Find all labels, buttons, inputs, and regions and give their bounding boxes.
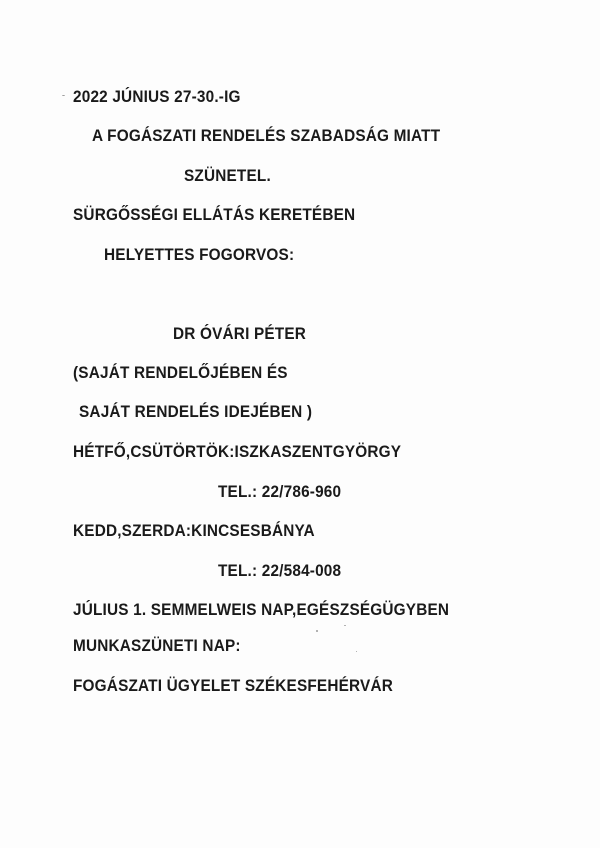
on-call-location: FOGÁSZATI ÜGYELET SZÉKESFEHÉRVÁR — [73, 677, 393, 695]
substitute-dentist-label: HELYETTES FOGORVOS: — [104, 246, 295, 264]
own-hours-note: SAJÁT RENDELÉS IDEJÉBEN ) — [79, 403, 313, 421]
scan-speck — [62, 95, 65, 96]
emergency-care-heading: SÜRGŐSSÉGI ELLÁTÁS KERETÉBEN — [73, 206, 356, 224]
semmelweis-day-note: JÚLIUS 1. SEMMELWEIS NAP,EGÉSZSÉGÜGYBEN — [73, 601, 450, 619]
phone-kincsesbanya: TEL.: 22/584-008 — [218, 562, 342, 580]
closure-status: SZÜNETEL. — [184, 167, 271, 185]
phone-iszkaszentgyorgy: TEL.: 22/786-960 — [218, 483, 342, 501]
substitute-dentist-name: DR ÓVÁRI PÉTER — [173, 325, 307, 343]
scan-speck — [344, 625, 346, 626]
closure-dates: 2022 JÚNIUS 27-30.-IG — [73, 88, 241, 106]
closure-reason: A FOGÁSZATI RENDELÉS SZABADSÁG MIATT — [92, 127, 441, 145]
schedule-mon-thu: HÉTFŐ,CSÜTÖRTÖK:ISZKASZENTGYÖRGY — [73, 443, 402, 461]
schedule-tue-wed: KEDD,SZERDA:KINCSESBÁNYA — [73, 522, 315, 540]
scan-speck — [356, 651, 357, 652]
own-office-note: (SAJÁT RENDELŐJÉBEN ÉS — [73, 364, 288, 382]
holiday-label: MUNKASZÜNETI NAP: — [73, 637, 241, 655]
scan-speck — [316, 630, 318, 632]
